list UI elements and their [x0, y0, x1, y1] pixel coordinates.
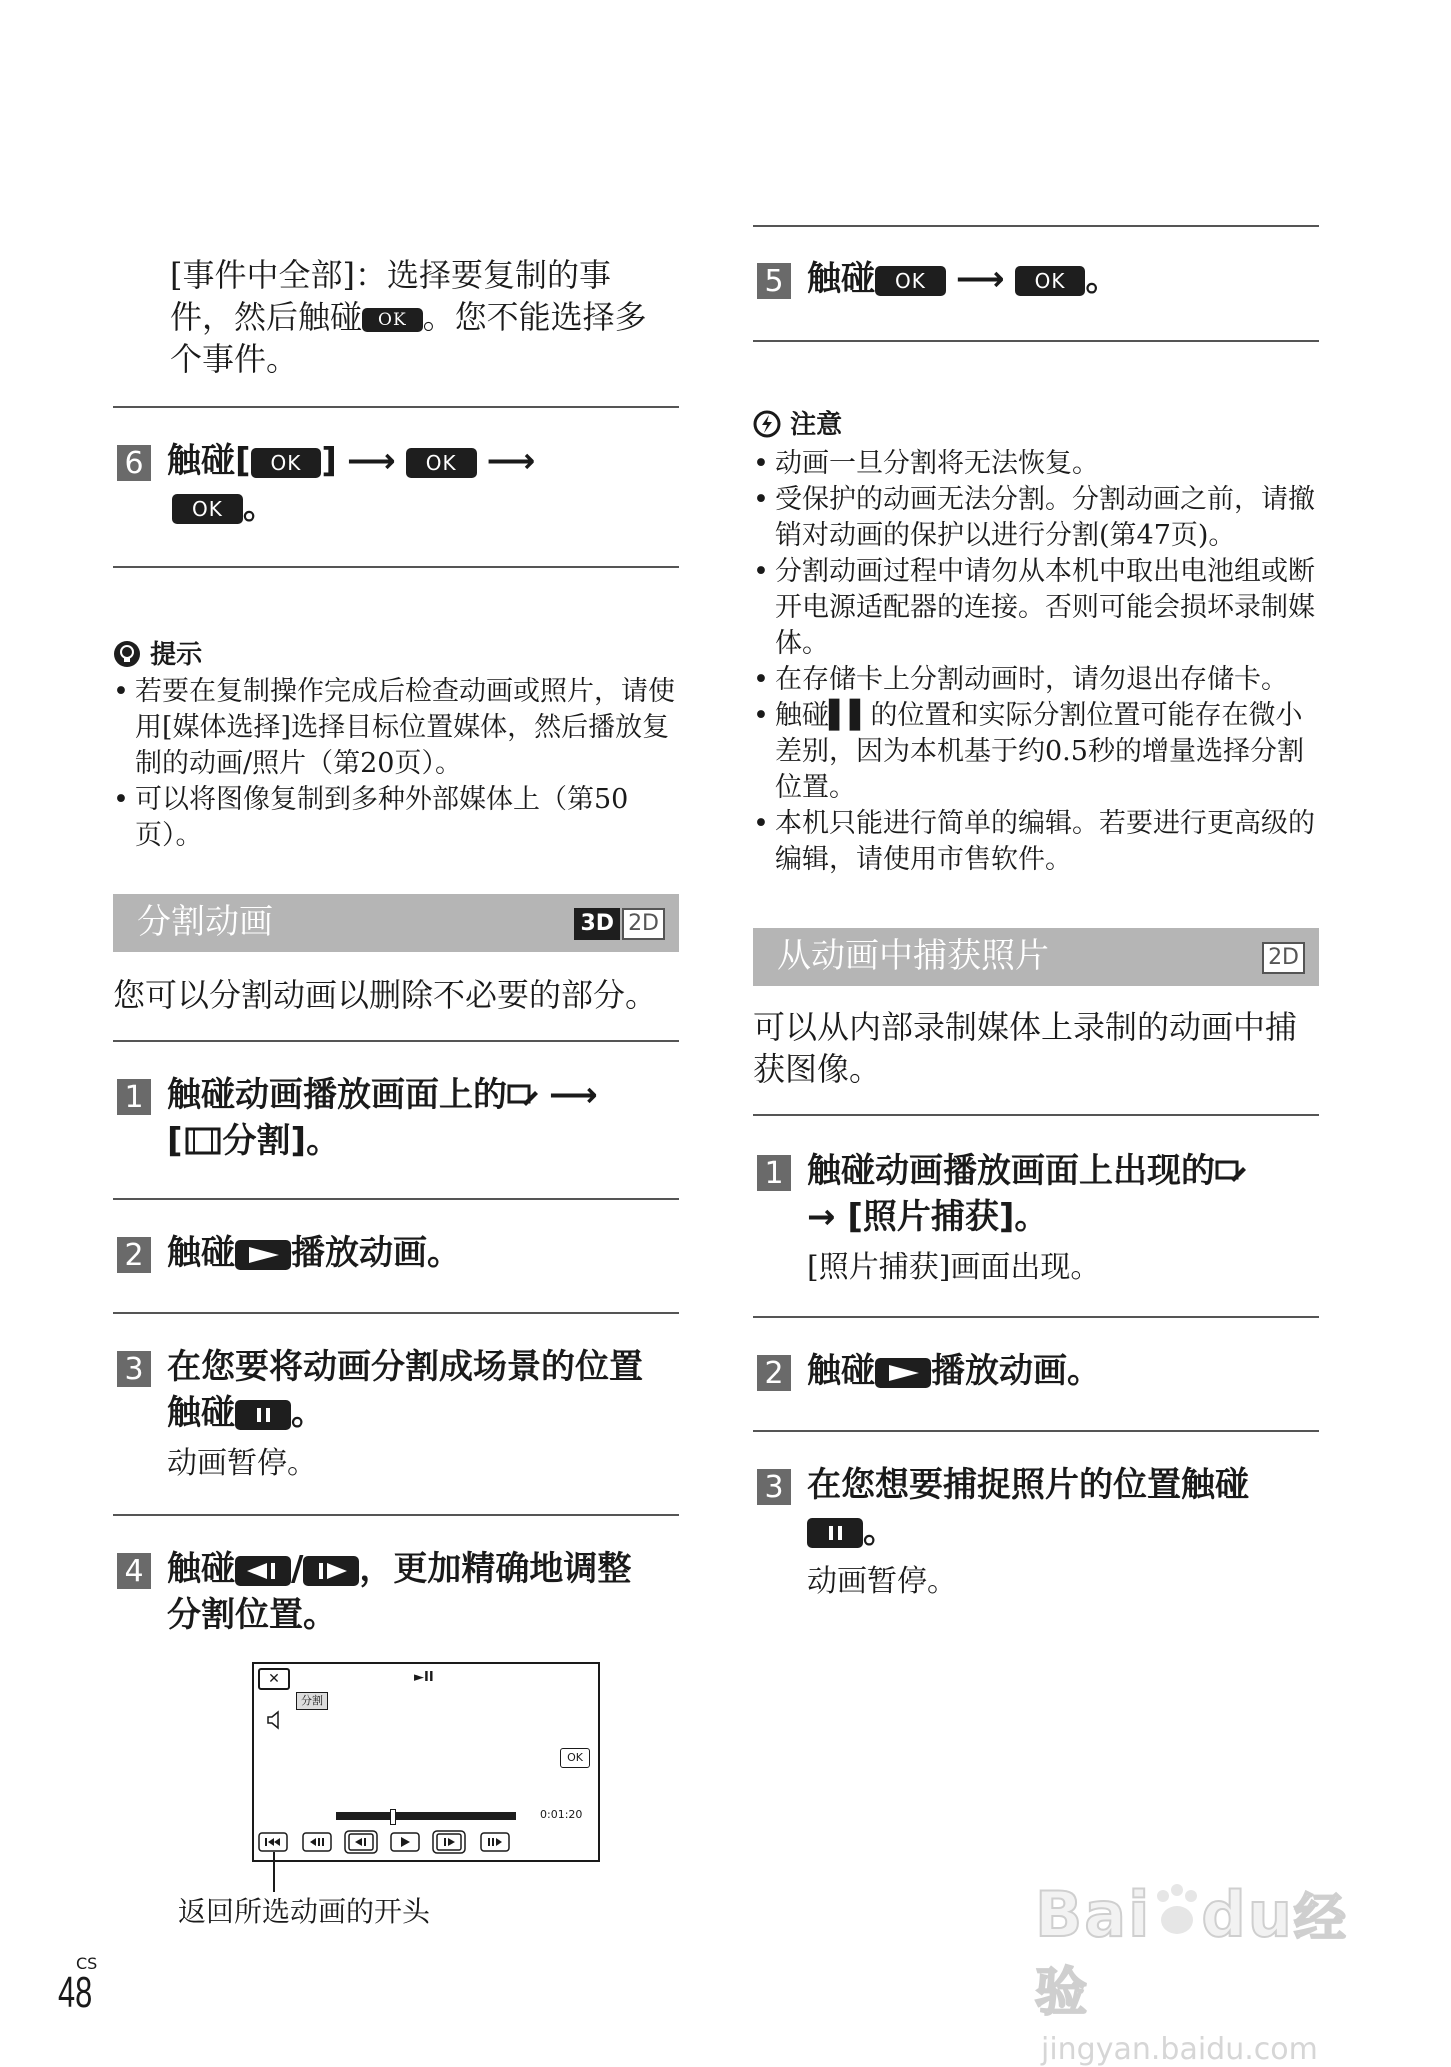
tip-title: 提示	[150, 640, 203, 670]
step-1-line1: 触碰动画播放画面上出现的	[807, 1151, 1215, 1191]
watermark-brand-cn: 经验	[1035, 1889, 1348, 2023]
ok-button[interactable]: OK	[172, 494, 243, 524]
step-3	[757, 1462, 1327, 1602]
divider	[113, 1040, 679, 1042]
progress-marker[interactable]	[390, 1809, 396, 1825]
divider	[753, 1114, 1319, 1116]
fast-forward-icon[interactable]	[480, 1832, 510, 1852]
section-desc: 您可以分割动画以删除不必要的部分。	[113, 976, 658, 1014]
section-desc-line2: 获图像。	[753, 1050, 882, 1088]
caution-icon	[753, 410, 781, 438]
speaker-icon	[266, 1710, 284, 1730]
step-2-post: 播放动画。	[291, 1233, 461, 1273]
tip-item: • 若要在复制操作完成后检查动画或照片，请使用[媒体选择]选择目标位置媒体，然后播放复制的动画/照片（第20页）。	[113, 674, 683, 782]
play-button[interactable]	[235, 1240, 291, 1270]
step-2	[117, 1230, 687, 1276]
tag-3d: 3D	[574, 908, 620, 940]
step-3-line1: 在您要将动画分割成场景的位置	[167, 1347, 643, 1387]
pause-button[interactable]	[235, 1400, 291, 1430]
step-number: 5	[757, 263, 791, 299]
page-number: 48	[58, 1968, 93, 2017]
step-5	[757, 256, 1327, 302]
step-1-line1: 触碰动画播放画面上的	[167, 1075, 507, 1115]
edit-icon	[507, 1083, 539, 1109]
go-to-start-icon[interactable]	[258, 1832, 288, 1852]
step-3-end: 。	[863, 1511, 897, 1551]
step-5-pre: 触碰	[807, 259, 875, 299]
note-item: • 本机只能进行简单的编辑。若要进行更高级的编辑，请使用市售软件。	[753, 806, 1323, 878]
step-forward-icon	[303, 1556, 359, 1586]
frame-forward-icon[interactable]	[432, 1830, 466, 1854]
step-number: 2	[757, 1355, 791, 1391]
step-2-pre: 触碰	[807, 1351, 875, 1391]
section-title: 分割动画	[137, 902, 273, 942]
edit-icon	[1215, 1159, 1247, 1185]
close-button[interactable]: ✕	[258, 1668, 290, 1690]
note-item: • 动画一旦分割将无法恢复。	[753, 446, 1323, 482]
step-1	[117, 1072, 687, 1164]
step-2-post: 播放动画。	[931, 1351, 1101, 1391]
tag-2d: 2D	[622, 908, 665, 940]
pause-icon	[807, 1518, 863, 1548]
intro-line-1: [事件中全部]：选择要复制的事	[170, 256, 611, 294]
divider	[113, 1312, 679, 1314]
step-6-prefix: 触碰[	[167, 441, 251, 481]
watermark-brand-2: du	[1201, 1878, 1294, 1951]
progress-bar[interactable]	[336, 1812, 516, 1820]
step-6-end: 。	[242, 487, 277, 527]
time-display: 0:01:20	[540, 1808, 583, 1821]
divider	[113, 1198, 679, 1200]
watermark-brand: Bai	[1035, 1878, 1152, 1951]
language-code: CS	[76, 1954, 98, 1973]
divider	[753, 1316, 1319, 1318]
intro-text	[170, 254, 690, 380]
watermark-url: jingyan.baidu.com	[1041, 2032, 1318, 2067]
pause-icon	[235, 1400, 291, 1430]
ok-button[interactable]: OK	[875, 266, 946, 296]
divider	[753, 1430, 1319, 1432]
step-6	[117, 438, 687, 530]
step-number: 1	[117, 1079, 151, 1115]
step-1-bracket: [	[167, 1121, 183, 1161]
section-desc-line1: 可以从内部录制媒体上录制的动画中捕	[753, 1008, 1298, 1046]
note-list	[753, 446, 1323, 878]
step-back-button[interactable]	[235, 1556, 291, 1586]
note-item: • 触碰▌▌的位置和实际分割位置可能存在微小差别，因为本机基于约0.5秒的增量选择分割位置。	[753, 698, 1323, 806]
step-number: 1	[757, 1155, 791, 1191]
step-number: 2	[117, 1237, 151, 1273]
step-3	[117, 1344, 687, 1484]
play-icon	[875, 1358, 931, 1388]
section-photo-capture	[753, 928, 1319, 986]
step-3-sub: 动画暂停。	[807, 1564, 957, 1599]
ok-button[interactable]: OK	[251, 448, 322, 478]
divider	[113, 566, 679, 568]
step-4	[117, 1546, 687, 1638]
watermark-logo	[1035, 1878, 1375, 2067]
step-1-sub: [照片捕获]画面出现。	[807, 1250, 1101, 1285]
section-desc	[753, 1006, 1323, 1090]
intro-line-2b: 。您不能选择多	[422, 298, 647, 336]
play-icon[interactable]	[390, 1832, 420, 1852]
section-title: 从动画中捕获照片	[777, 936, 1049, 976]
ok-button[interactable]: OK	[406, 448, 477, 478]
tag-2d: 2D	[1262, 942, 1305, 974]
step-number: 3	[117, 1351, 151, 1387]
step-3-sub: 动画暂停。	[167, 1446, 317, 1481]
ok-button[interactable]: OK	[1015, 266, 1086, 296]
ok-button-icon: OK	[362, 308, 423, 332]
camera-screen	[252, 1662, 600, 1862]
rewind-icon[interactable]	[302, 1832, 332, 1852]
intro-line-2: 件，然后触碰	[170, 298, 363, 336]
divider	[753, 225, 1319, 227]
callout-line	[273, 1852, 275, 1892]
step-6-mid: ]	[321, 441, 337, 481]
step-4-post: ，更加精确地调整	[359, 1549, 632, 1589]
arrow-right-icon: ⟶	[549, 1075, 598, 1115]
step-3-line2: 触碰	[167, 1393, 235, 1433]
arrow-right-icon: ⟶	[346, 441, 396, 481]
step-number: 3	[757, 1469, 791, 1505]
film-split-icon	[183, 1126, 223, 1156]
step-2	[757, 1348, 1327, 1394]
step-5-end: 。	[1085, 259, 1120, 299]
step-4-pre: 触碰	[167, 1549, 235, 1589]
note-heading	[753, 408, 842, 442]
divider	[113, 1514, 679, 1516]
frame-back-icon[interactable]	[344, 1830, 378, 1854]
note-item: • 受保护的动画无法分割。分割动画之前，请撤销对动画的保护以进行分割(第47页)。	[753, 482, 1323, 554]
step-number: 4	[117, 1553, 151, 1589]
paw-icon	[1151, 1882, 1201, 1942]
arrow-right-icon: ⟶	[486, 441, 536, 481]
tip-item: • 可以将图像复制到多种外部媒体上（第50页）。	[113, 782, 683, 854]
step-back-icon	[235, 1556, 291, 1586]
lightbulb-icon	[113, 640, 141, 668]
note-item: • 分割动画过程中请勿从本机中取出电池组或断开电源适配器的连接。否则可能会损坏录制媒体。	[753, 554, 1323, 662]
section-split-movie	[113, 894, 679, 952]
note-title: 注意	[790, 410, 843, 440]
play-icon	[235, 1240, 291, 1270]
screen-ok-button[interactable]: OK	[560, 1748, 590, 1768]
tip-list	[113, 674, 683, 854]
step-3-line1: 在您想要捕捉照片的位置触碰	[807, 1465, 1249, 1505]
step-4-line2: 分割位置。	[167, 1595, 337, 1635]
step-1-line2: → [照片捕获]。	[807, 1197, 1049, 1237]
play-pause-status: ►II	[414, 1670, 434, 1685]
intro-line-3: 个事件。	[170, 340, 299, 378]
arrow-right-icon: ⟶	[955, 259, 1005, 299]
divider	[113, 406, 679, 408]
step-3-end: 。	[291, 1393, 325, 1433]
step-2-pre: 触碰	[167, 1233, 235, 1273]
play-button[interactable]	[875, 1358, 931, 1388]
step-1-line2: 分割]。	[222, 1121, 341, 1161]
step-forward-button[interactable]	[303, 1556, 359, 1586]
step-1	[757, 1148, 1327, 1288]
note-item: • 在存储卡上分割动画时，请勿退出存储卡。	[753, 662, 1323, 698]
divider	[753, 340, 1319, 342]
step-number: 6	[117, 445, 151, 481]
split-label: 分割	[296, 1692, 328, 1710]
tip-heading	[113, 638, 202, 672]
screen-caption: 返回所选动画的开头	[178, 1895, 431, 1928]
step-4-slash: /	[291, 1549, 304, 1589]
pause-button[interactable]	[807, 1518, 863, 1548]
